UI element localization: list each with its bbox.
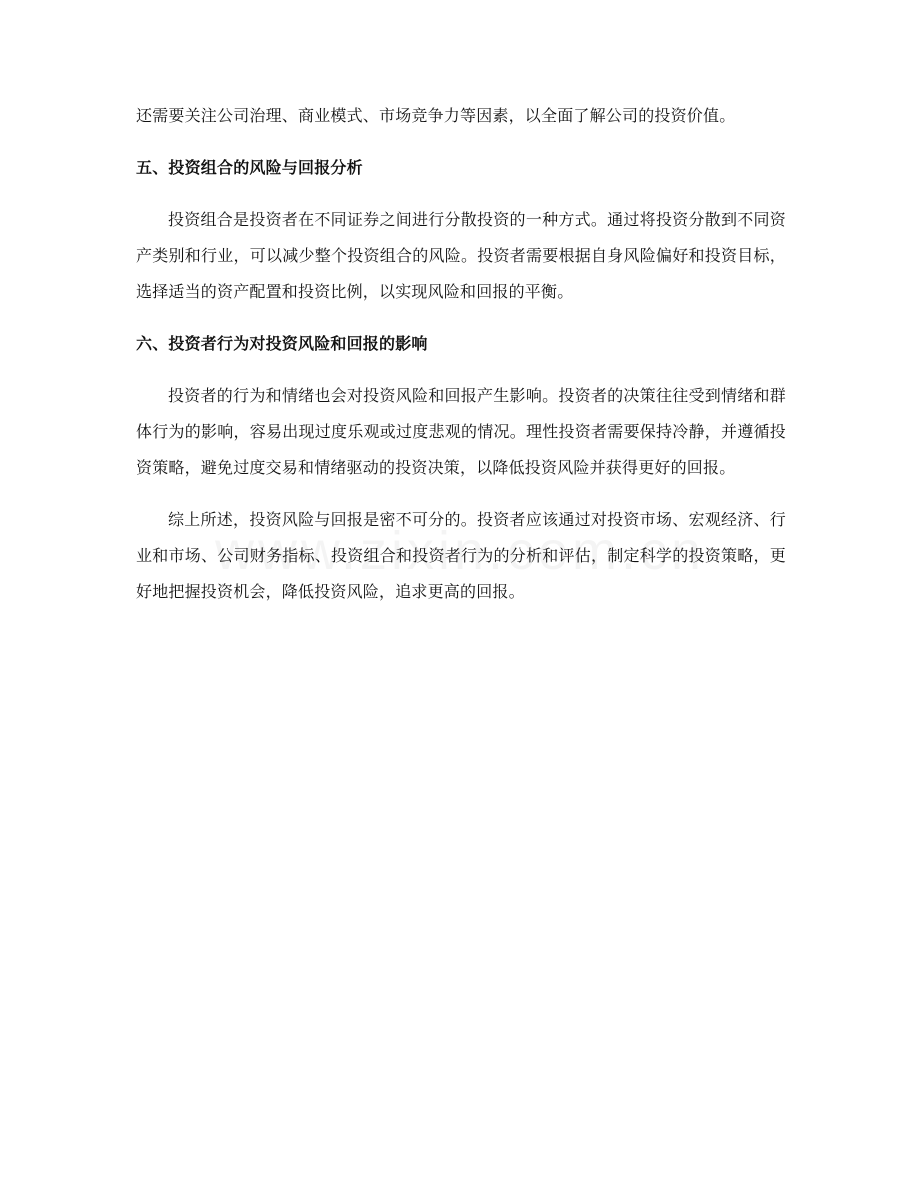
section-heading-6: 六、投资者行为对投资风险和回报的影响 (136, 334, 428, 353)
section-gap (136, 186, 786, 202)
intro-paragraph: 还需要关注公司治理、商业模式、市场竞争力等因素，以全面了解公司的投资价值。 (136, 106, 736, 125)
section-gap (136, 362, 786, 378)
section-paragraph-6: 投资者的行为和情绪也会对投资风险和回报产生影响。投资者的决策往往受到情绪和群体行为的影响，容易出现过度乐观或过度悲观的情况。理性投资者需要保持冷静，并遵循投资策略，避免过度交易和情绪驱动的投资决策，以降低投资风险并获得更好的回报。 (136, 386, 786, 477)
document-content (136, 98, 786, 610)
section-gap (136, 486, 786, 502)
section-heading-5: 五、投资组合的风险与回报分析 (136, 158, 363, 177)
section-gap (136, 134, 786, 150)
section-paragraph-5: 投资组合是投资者在不同证券之间进行分散投资的一种方式。通过将投资分散到不同资产类别和行业，可以减少整个投资组合的风险。投资者需要根据自身风险偏好和投资目标，选择适当的资产配置和投资比例，以实现风险和回报的平衡。 (136, 210, 786, 301)
conclusion-paragraph: 综上所述，投资风险与回报是密不可分的。投资者应该通过对投资市场、宏观经济、行业和市场、公司财务指标、投资组合和投资者行为的分析和评估，制定科学的投资策略，更好地把握投资机会，降低投资风险，追求更高的回报。 (136, 510, 786, 601)
section-gap (136, 310, 786, 326)
